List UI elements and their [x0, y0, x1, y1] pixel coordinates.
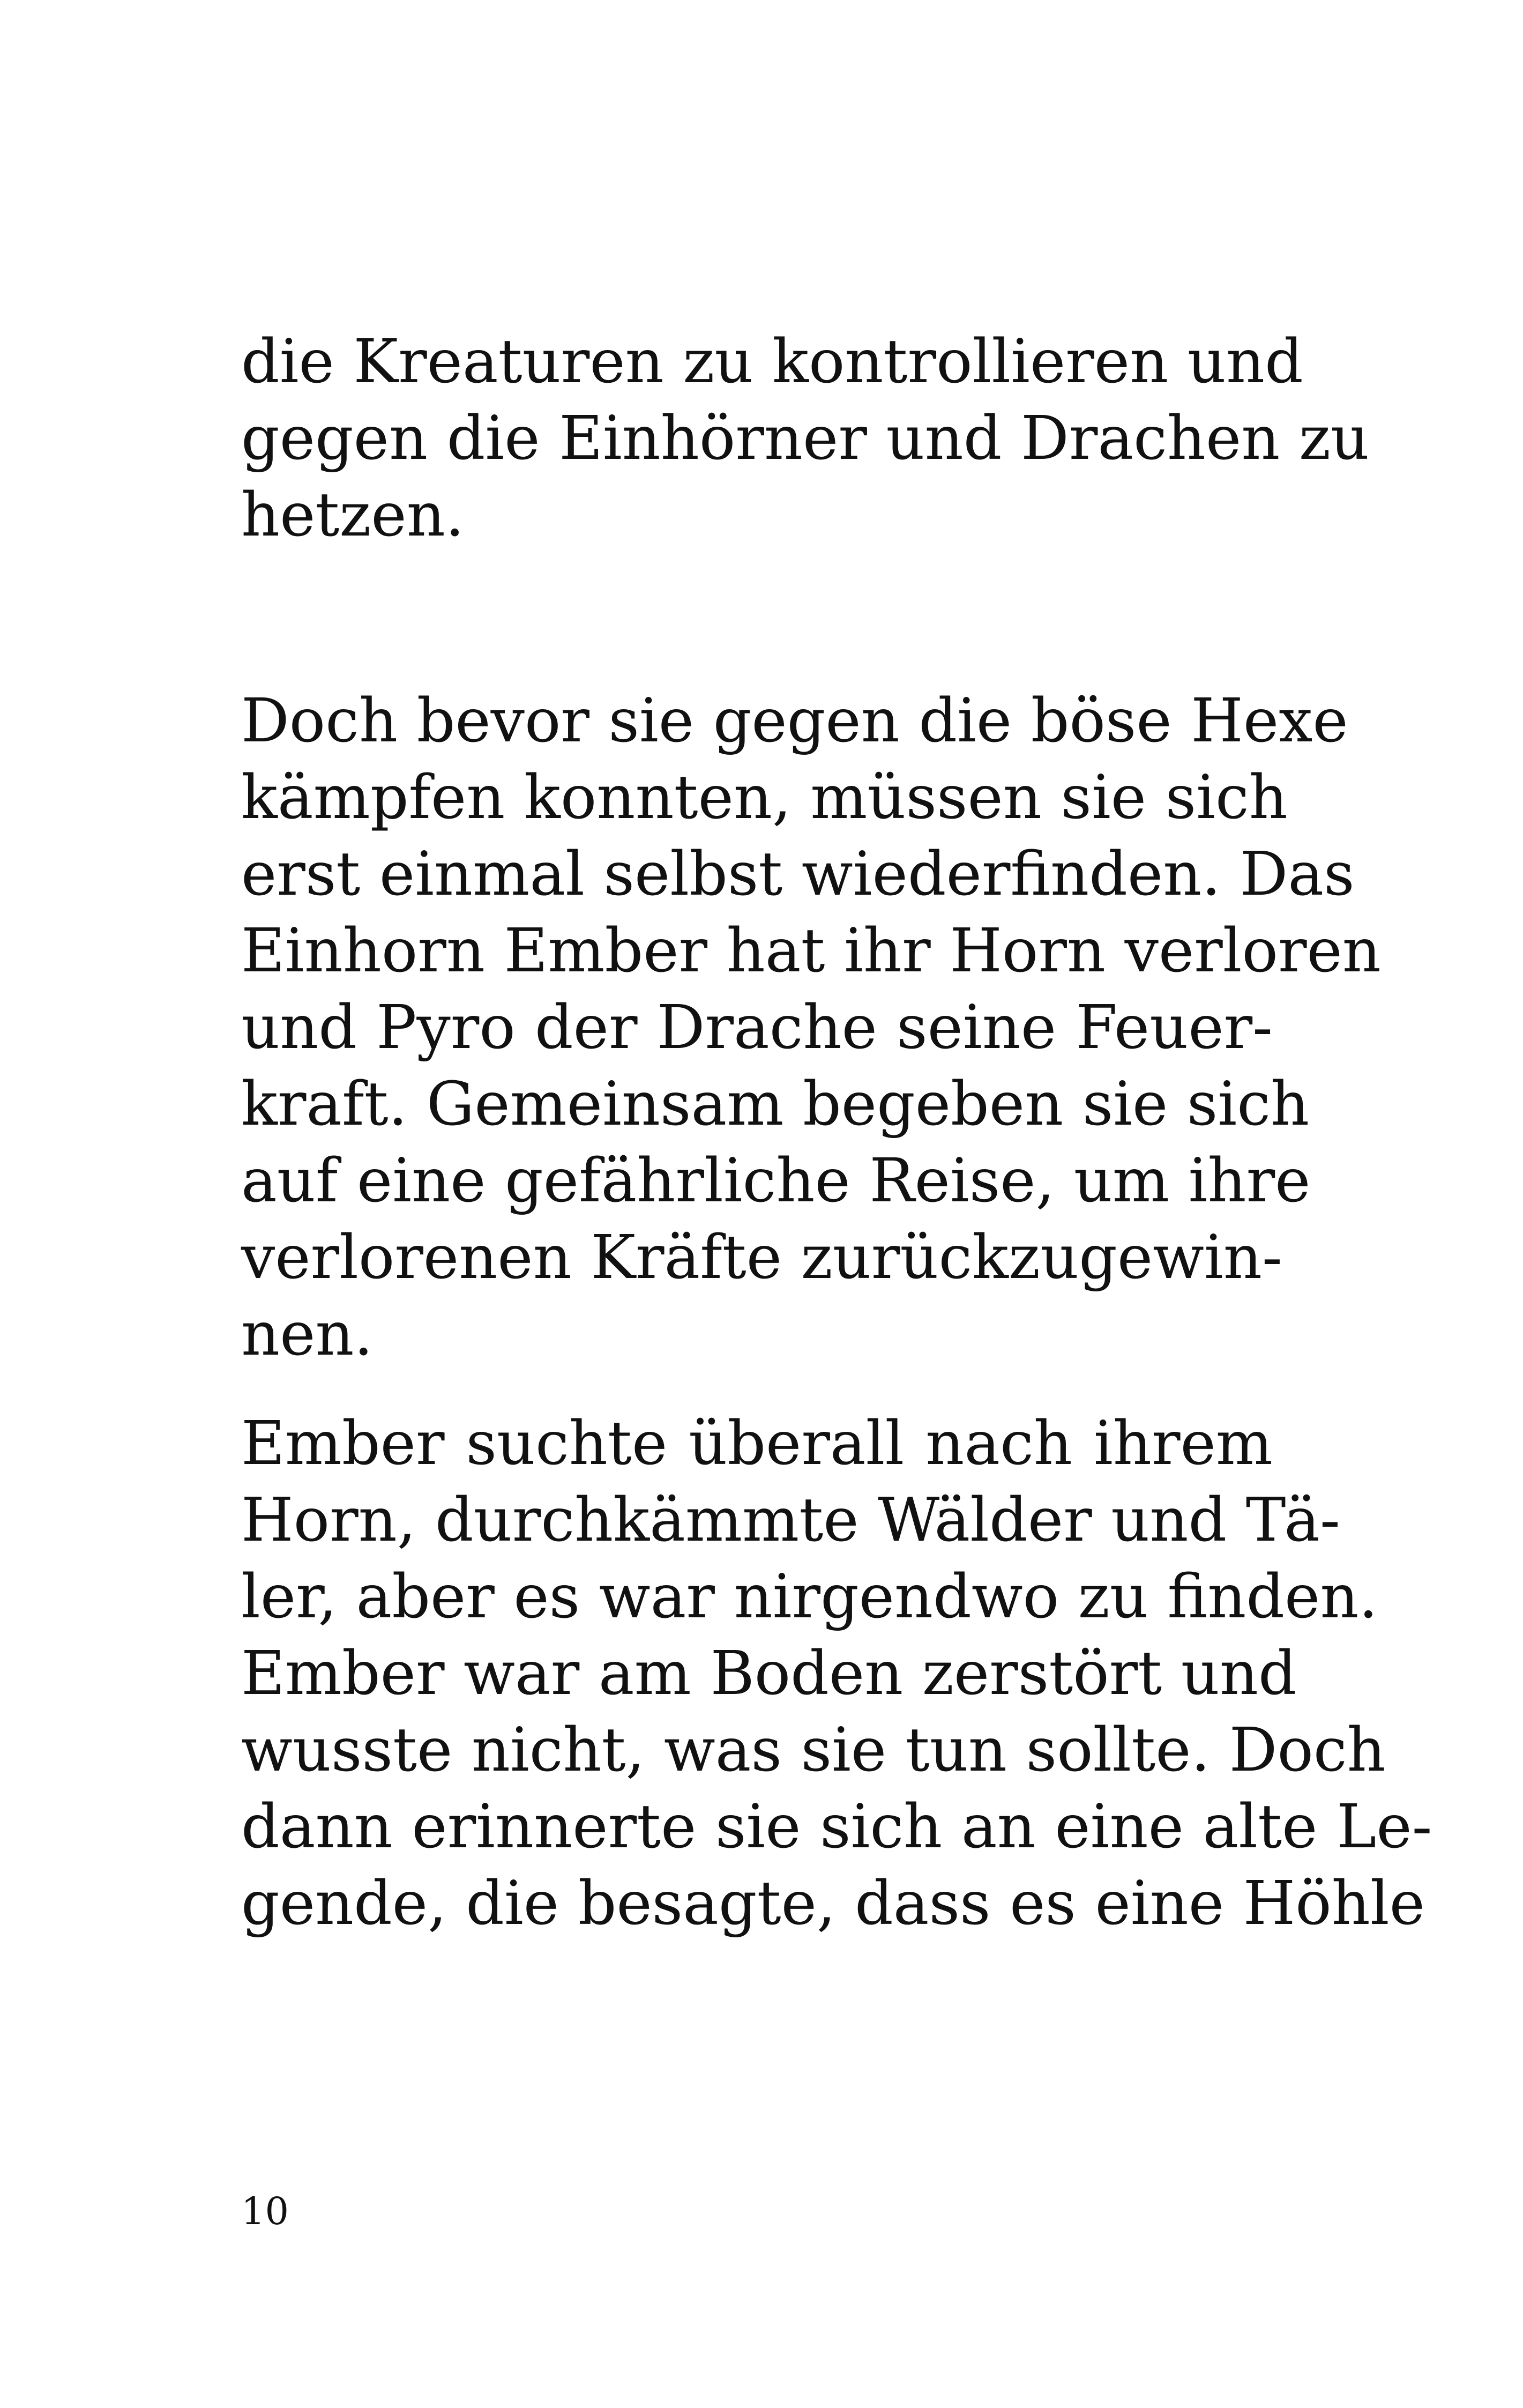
- text-line: Ember war am Boden zerstört und: [241, 1639, 1297, 1708]
- text-line: verlorenen Kräfte zurückzugewin-: [241, 1223, 1282, 1292]
- text-line: hetzen.: [241, 480, 465, 550]
- text-line: und Pyro der Drache seine Feuer-: [241, 993, 1273, 1062]
- text-line: Ember suchte überall nach ihrem: [241, 1409, 1273, 1478]
- text-line: kraft. Gemeinsam begeben sie sich: [241, 1069, 1310, 1139]
- text-line: erst einmal selbst wiederfinden. Das: [241, 839, 1355, 909]
- text-line: dann erinnerte sie sich an eine alte Le-: [241, 1792, 1432, 1862]
- page-number: 10: [241, 2189, 289, 2233]
- text-line: nen.: [241, 1299, 374, 1369]
- text-line: auf eine gefährliche Reise, um ihre: [241, 1146, 1311, 1216]
- text-line: gegen die Einhörner und Drachen zu: [241, 404, 1370, 473]
- text-line: ler, aber es war nirgendwo zu finden.: [241, 1562, 1378, 1632]
- text-line: Einhorn Ember hat ihr Horn verloren: [241, 916, 1381, 986]
- text-line: kämpfen konnten, müssen sie sich: [241, 763, 1288, 833]
- text-line: die Kreaturen zu kontrollieren und: [241, 327, 1303, 397]
- text-line: Doch bevor sie gegen die böse Hexe: [241, 686, 1348, 756]
- text-line: gende, die besagte, dass es eine Höhle: [241, 1869, 1425, 1938]
- text-line: wusste nicht, was sie tun sollte. Doch: [241, 1715, 1386, 1785]
- text-line: Horn, durchkämmte Wälder und Tä-: [241, 1485, 1340, 1555]
